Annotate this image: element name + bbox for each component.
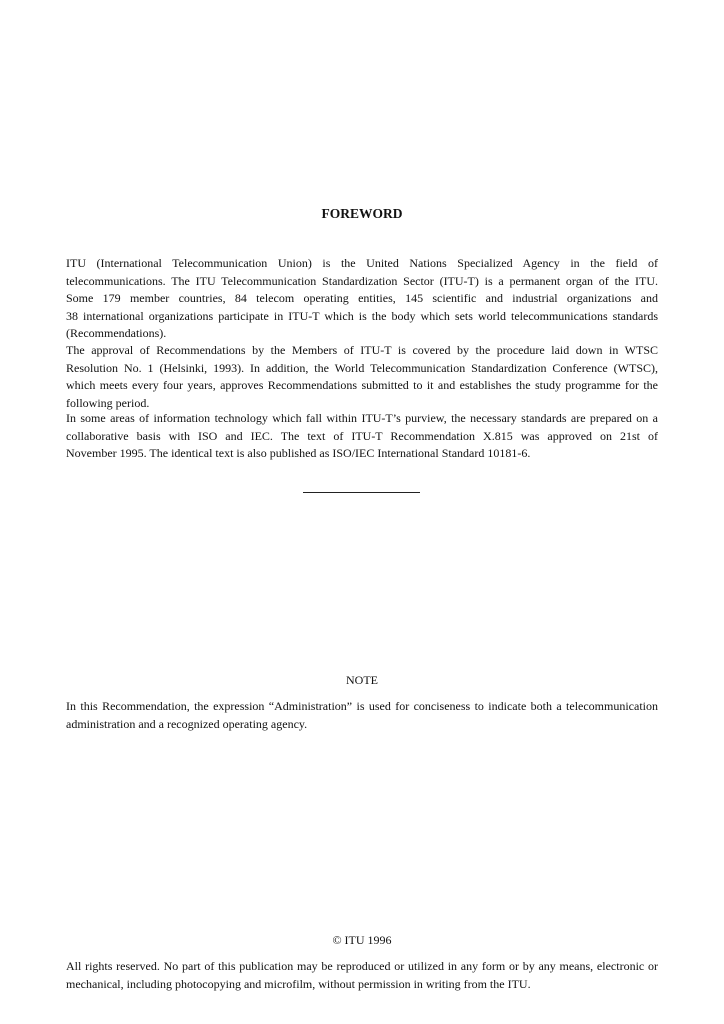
text-line: which meets every four years, approves Recommendations submitted to it and establishes the study programme for the — [66, 378, 658, 393]
foreword-title: FOREWORD — [321, 206, 403, 221]
note-title: NOTE — [346, 673, 378, 687]
text-line: The approval of Recommendations by the Members of ITU-T is covered by the procedure laid down in WTSC — [66, 343, 658, 357]
text-line: Some 179 member countries, 84 telecom operating entities, 145 scientific and industrial organizations and — [66, 291, 658, 306]
text-line: All rights reserved. No part of this publication may be reproduced or utilized in any form or by any means, electronic or — [66, 959, 658, 973]
text-line: 38 international organizations participate in ITU-T which is the body which sets world telecommunications standards — [66, 308, 658, 323]
text-line: telecommunications. The ITU Telecommunication Standardization Sector (ITU-T) is a permanent organ of the ITU. — [66, 273, 658, 288]
text-line: administration and a recognized operating agency. — [66, 716, 308, 731]
text-line: mechanical, including photocopying and microfilm, without permission in writing from the ITU. — [66, 976, 531, 991]
foreword-paragraph-3 — [66, 410, 658, 463]
text-line: Resolution No. 1 (Helsinki, 1993). In addition, the World Telecommunication Standardization Conference (WTSC), — [66, 360, 658, 375]
separator-rule — [303, 492, 420, 493]
text-line: In this Recommendation, the expression “Administration” is used for conciseness to indicate both a telecommunication — [66, 699, 658, 713]
note-paragraph — [66, 698, 658, 733]
text-line: November 1995. The identical text is also published as ISO/IEC International Standard 10181-6. — [66, 446, 531, 461]
copyright-notice: © ITU 1996 — [332, 933, 392, 947]
foreword-paragraph-2 — [66, 342, 658, 412]
rights-paragraph — [66, 958, 658, 993]
text-line: (Recommendations). — [66, 326, 167, 341]
text-line: ITU (International Telecommunication Union) is the United Nations Specialized Agency in the field of — [66, 256, 658, 270]
foreword-paragraph-1 — [66, 255, 658, 343]
text-line: following period. — [66, 395, 150, 410]
text-line: In some areas of information technology which fall within ITU-T’s purview, the necessary standards are prepared on a — [66, 411, 658, 425]
text-line: collaborative basis with ISO and IEC. The text of ITU-T Recommendation X.815 was approved on 21st of — [66, 428, 658, 443]
